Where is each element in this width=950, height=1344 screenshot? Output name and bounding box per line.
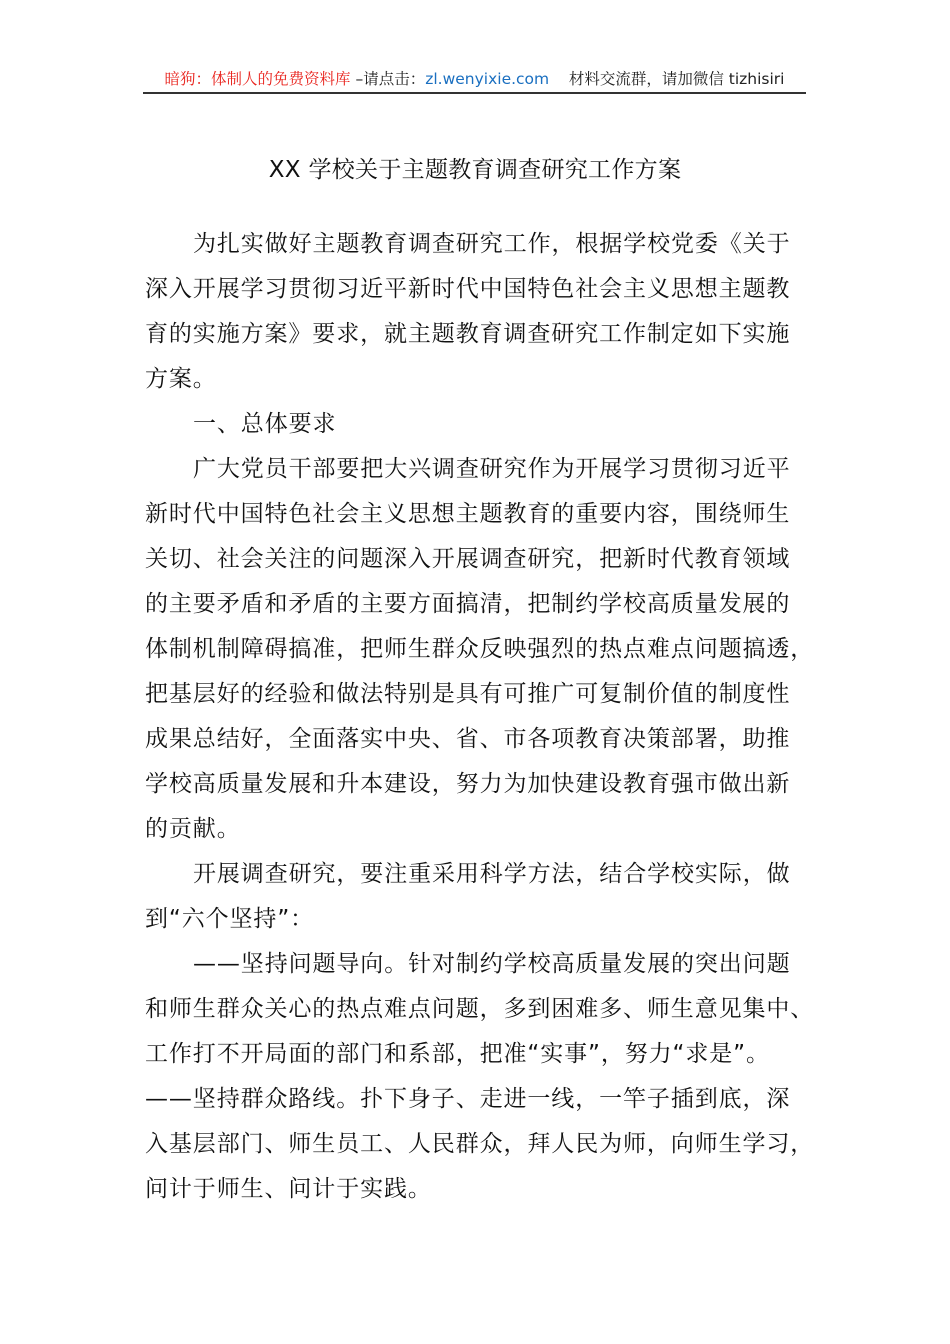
header-contact: 材料交流群，请加微信 tizhisiri <box>549 70 785 88</box>
header-link[interactable]: zl.wenyixie.com <box>425 70 550 88</box>
document-line: 的主要矛盾和矛盾的主要方面搞清，把制约学校高质量发展的 <box>145 591 791 617</box>
document-line: ——坚持问题导向。针对制约学校高质量发展的突出问题 <box>193 951 791 977</box>
document-line: 问计于师生、问计于实践。 <box>145 1176 432 1202</box>
document-line: 一、总体要求 <box>193 411 337 437</box>
document-line: 成果总结好，全面落实中央、省、市各项教育决策部署，助推 <box>145 726 791 752</box>
document-line: 把基层好的经验和做法特别是具有可推广可复制价值的制度性 <box>145 681 791 707</box>
document-line: 育的实施方案》要求，就主题教育调查研究工作制定如下实施 <box>145 321 791 347</box>
document-line: 体制机制障碍搞准，把师生群众反映强烈的热点难点问题搞透， <box>145 636 815 662</box>
document-line: 到“六个坚持”： <box>145 906 315 932</box>
page-header-banner <box>143 66 806 92</box>
header-prompt: –请点击： <box>350 70 426 88</box>
document-title: XX 学校关于主题教育调查研究工作方案 <box>268 157 682 183</box>
document-line: 方案。 <box>145 366 217 392</box>
document-line: 的贡献。 <box>145 816 241 842</box>
document-line: 工作打不开局面的部门和系部，把准“实事”，努力“求是”。 <box>145 1041 770 1067</box>
document-line: 广大党员干部要把大兴调查研究作为开展学习贯彻习近平 <box>193 456 791 482</box>
document-line: 为扎实做好主题教育调查研究工作，根据学校党委《关于 <box>193 231 791 257</box>
document-line: 新时代中国特色社会主义思想主题教育的重要内容，围绕师生 <box>145 501 791 527</box>
document-body <box>145 222 815 1212</box>
document-line: 开展调查研究，要注重采用科学方法，结合学校实际，做 <box>193 861 791 887</box>
header-divider <box>143 92 806 94</box>
document-line: 深入开展学习贯彻习近平新时代中国特色社会主义思想主题教 <box>145 276 791 302</box>
document-line: 关切、社会关注的问题深入开展调查研究，把新时代教育领域 <box>145 546 791 572</box>
document-line: 学校高质量发展和升本建设，努力为加快建设教育强市做出新 <box>145 771 791 797</box>
document-line: 入基层部门、师生员工、人民群众，拜人民为师，向师生学习， <box>145 1131 815 1157</box>
header-brand: 暗狗：体制人的免费资料库 <box>164 70 351 88</box>
document-line: 和师生群众关心的热点难点问题，多到困难多、师生意见集中、 <box>145 996 815 1022</box>
document-line: ——坚持群众路线。扑下身子、走进一线，一竿子插到底，深 <box>145 1086 791 1112</box>
